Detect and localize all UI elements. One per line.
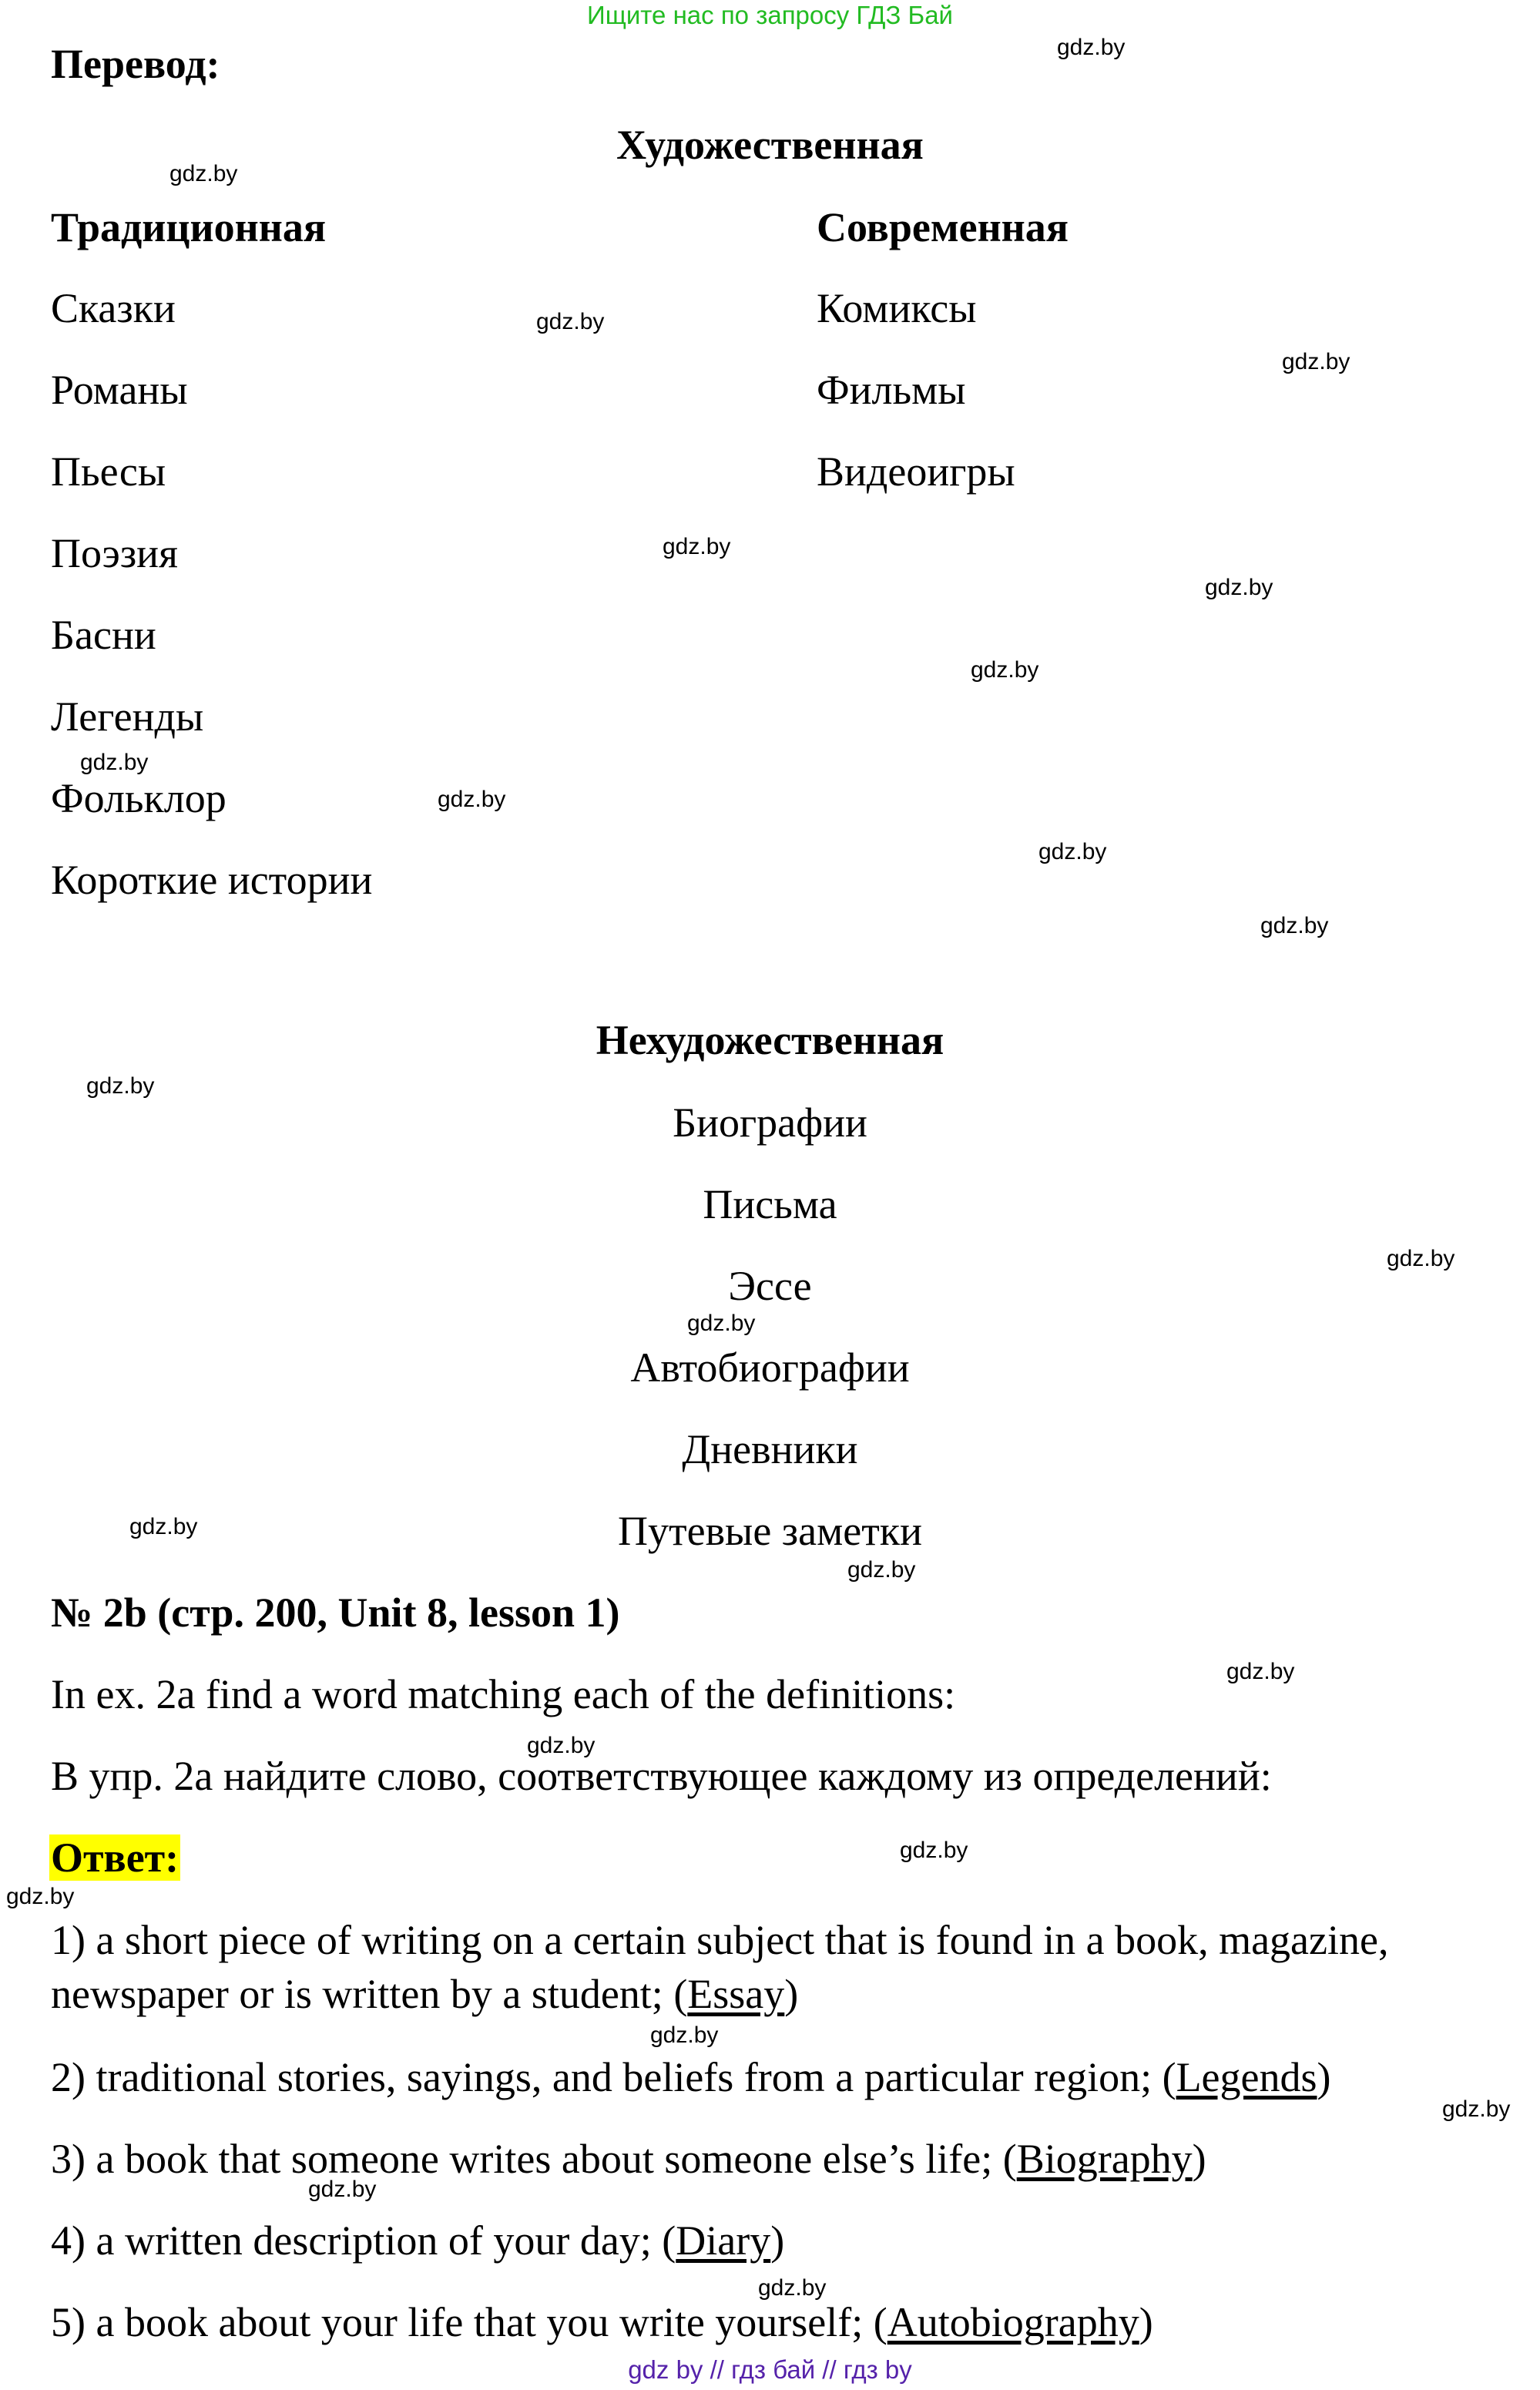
fiction-heading: Художественная	[616, 122, 924, 168]
watermark: gdz.by	[169, 161, 238, 186]
answer-word: Essay	[687, 1971, 785, 2017]
answer-close: )	[770, 2217, 785, 2264]
top-banner: Ищите нас по запросу ГДЗ Бай	[587, 1, 953, 29]
answer-label: Ответ:	[51, 1834, 179, 1881]
traditional-item: Поэзия	[51, 530, 178, 576]
answer-4	[51, 2214, 784, 2267]
watermark: gdz.by	[1038, 839, 1107, 864]
watermark: gdz.by	[900, 1838, 968, 1863]
watermark: gdz.by	[129, 1514, 198, 1539]
modern-item: Видеоигры	[817, 448, 1015, 495]
watermark: gdz.by	[1260, 913, 1329, 938]
traditional-item: Легенды	[51, 693, 204, 740]
instruction-en: In ex. 2a find a word matching each of the definitions:	[51, 1671, 956, 1717]
answer-5	[51, 2295, 1153, 2349]
exercise-title: № 2b (стр. 200, Unit 8, lesson 1)	[51, 1589, 620, 1636]
answer-2	[51, 2050, 1330, 2104]
traditional-item: Басни	[51, 612, 156, 658]
modern-heading: Современная	[817, 204, 1069, 250]
answer-word: Autobiography	[887, 2299, 1139, 2345]
nonfiction-item: Эссе	[728, 1263, 812, 1309]
modern-item: Фильмы	[817, 367, 966, 413]
watermark: gdz.by	[438, 787, 506, 812]
watermark: gdz.by	[527, 1733, 596, 1758]
modern-item: Комиксы	[817, 285, 977, 331]
answer-close: )	[1192, 2136, 1206, 2182]
answer-text: 4) a written description of your day; (	[51, 2217, 676, 2264]
watermark: gdz.by	[1057, 35, 1126, 60]
traditional-item: Пьесы	[51, 448, 166, 495]
watermark: gdz.by	[1387, 1246, 1455, 1271]
nonfiction-item: Биографии	[673, 1099, 867, 1146]
answer-1	[51, 1913, 1438, 2021]
watermark: gdz.by	[1205, 575, 1273, 600]
watermark: gdz.by	[1442, 2096, 1511, 2122]
answer-word: Diary	[676, 2217, 771, 2264]
traditional-item: Романы	[51, 367, 188, 413]
traditional-item: Сказки	[51, 285, 176, 331]
answer-text: 3) a book that someone writes about someone else’s life; (	[51, 2136, 1017, 2182]
nonfiction-heading: Нехудожественная	[596, 1017, 944, 1063]
answer-text: 1) a short piece of writing on a certain subject that is found in a book, magazine, newspaper or is written by a student; (	[51, 1917, 1389, 2017]
footer: gdz by // гдз бай // гдз by	[628, 2355, 912, 2384]
answer-close: )	[1317, 2054, 1331, 2100]
watermark: gdz.by	[1282, 349, 1350, 374]
watermark: gdz.by	[650, 2022, 719, 2048]
answer-3	[51, 2132, 1206, 2186]
answer-close: )	[1139, 2299, 1153, 2345]
nonfiction-item: Письма	[703, 1181, 837, 1227]
watermark: gdz.by	[758, 2275, 827, 2301]
translation-label: Перевод:	[51, 41, 220, 87]
traditional-heading: Традиционная	[51, 204, 327, 250]
watermark: gdz.by	[6, 1884, 75, 1909]
traditional-item: Фольклор	[51, 775, 226, 821]
watermark: gdz.by	[1226, 1659, 1295, 1684]
watermark: gdz.by	[687, 1311, 756, 1336]
answer-close: )	[784, 1971, 799, 2017]
nonfiction-item: Дневники	[682, 1426, 858, 1472]
watermark: gdz.by	[86, 1073, 155, 1099]
watermark: gdz.by	[971, 657, 1039, 683]
watermark: gdz.by	[308, 2177, 377, 2202]
nonfiction-item: Путевые заметки	[618, 1508, 922, 1554]
instruction-ru: В упр. 2a найдите слово, соответствующее каждому из определений:	[51, 1753, 1272, 1799]
watermark: gdz.by	[80, 750, 149, 775]
watermark: gdz.by	[847, 1557, 916, 1583]
answer-word: Legends	[1176, 2054, 1317, 2100]
watermark: gdz.by	[536, 309, 605, 334]
nonfiction-item: Автобиографии	[630, 1344, 910, 1391]
watermark: gdz.by	[663, 534, 731, 559]
answer-word: Biography	[1016, 2136, 1193, 2182]
answer-text: 2) traditional stories, sayings, and beliefs from a particular region; (	[51, 2054, 1176, 2100]
traditional-item: Короткие истории	[51, 857, 373, 903]
answer-text: 5) a book about your life that you write yourself; (	[51, 2299, 887, 2345]
